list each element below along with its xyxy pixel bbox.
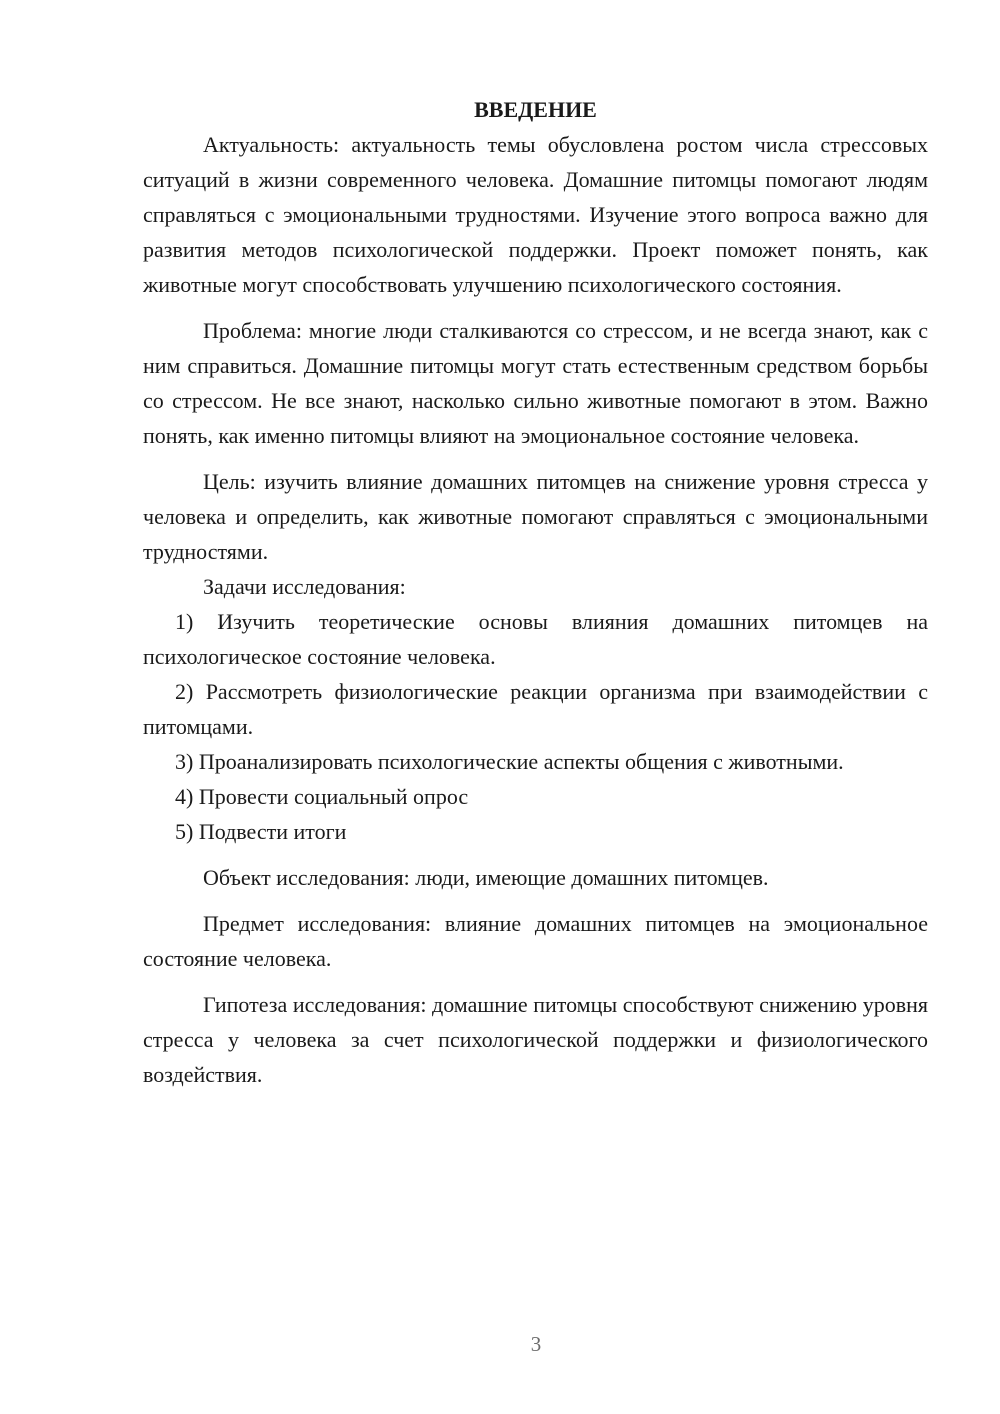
task-item-1: 1) Изучить теоретические основы влияния домашних питомцев на психологическое состояние человека. [143, 609, 928, 669]
section-title: ВВЕДЕНИЕ [474, 97, 597, 122]
hypothesis-paragraph: Гипотеза исследования: домашние питомцы способствуют снижению уровня стресса у человека за счет психологической поддержки и физиологического воздействия. [143, 992, 928, 1087]
document-page [143, 92, 928, 1092]
task-item-3: 3) Проанализировать психологические аспекты общения с животными. [175, 749, 844, 774]
task-item-5: 5) Подвести итоги [175, 819, 347, 844]
subject-paragraph: Предмет исследования: влияние домашних питомцев на эмоциональное состояние человека. [143, 911, 928, 971]
tasks-heading: Задачи исследования: [203, 574, 406, 599]
task-item-4: 4) Провести социальный опрос [175, 784, 469, 809]
task-item-2: 2) Рассмотреть физиологические реакции организма при взаимодействии с питомцами. [143, 679, 928, 739]
object-paragraph: Объект исследования: люди, имеющие домашних питомцев. [203, 865, 769, 890]
problem-paragraph: Проблема: многие люди сталкиваются со стрессом, и не всегда знают, как с ним справиться. Домашние питомцы могут стать естественным средством борьбы со стрессом. Не все знают, насколько сильно животные помогают в этом. Важно понять, как именно питомцы влияют на эмоциональное состояние человека. [143, 318, 928, 448]
goal-paragraph: Цель: изучить влияние домашних питомцев на снижение уровня стресса у человека и определить, как животные помогают справляться с эмоциональными трудностями. [143, 469, 928, 564]
page-number: 3 [530, 1332, 542, 1356]
relevance-paragraph: Актуальность: актуальность темы обусловлена ростом числа стрессовых ситуаций в жизни современного человека. Домашние питомцы помогают людям справляться с эмоциональными трудностями. Изучение этого вопроса важно для развития методов психологической поддержки. Проект поможет понять, как животные могут способствовать улучшению психологического состояния. [143, 132, 928, 297]
